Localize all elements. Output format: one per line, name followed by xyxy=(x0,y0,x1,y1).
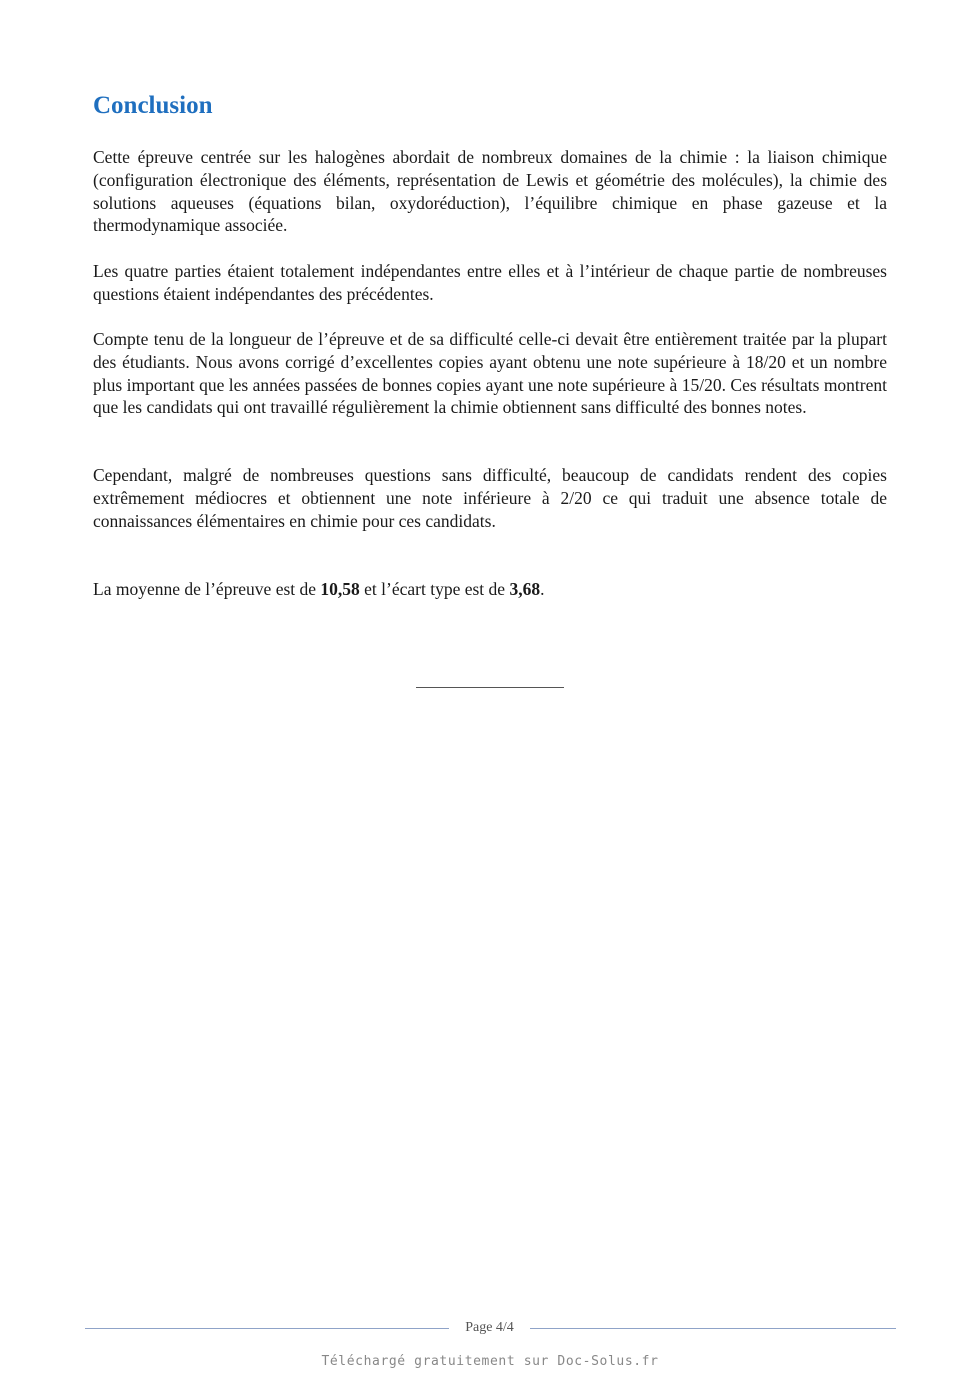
footer-rule-right xyxy=(530,1328,896,1329)
summary-middle: et l’écart type est de xyxy=(359,579,510,599)
footer-rule-left xyxy=(85,1328,449,1329)
paragraph-results: Compte tenu de la longueur de l’épreuve et de sa difficulté celle-ci devait être entièrement traitée par la plupart des étudiants. Nous avons corrigé d’excellentes copies ayant obtenu une note supérieure à 18/20 et un nombre plus important que les années passées de bonnes copies ayant une note supérieure à 15/20. Ces résultats montrent que les candidats qui ont travaillé régulièrement la chimie obtiennent sans difficulté des bonnes notes. xyxy=(93,329,887,418)
paragraph-weak-copies: Cependant, malgré de nombreuses questions sans difficulté, beaucoup de candidats rendent des copies extrêmement médiocres et obtiennent une note inférieure à 2/20 ce qui traduit une absence totale de connaissances élémentaires en chimie pour ces candidats. xyxy=(93,465,887,531)
page-number: Page 4/4 xyxy=(465,1320,514,1335)
summary-suffix: . xyxy=(540,579,545,599)
mean-score: 10,58 xyxy=(320,579,360,599)
standard-deviation: 3,68 xyxy=(509,579,541,599)
end-of-document-rule xyxy=(416,687,564,688)
summary-prefix: La moyenne de l’épreuve est de xyxy=(93,579,321,599)
statistics-summary xyxy=(93,578,887,601)
paragraph-structure: Les quatre parties étaient totalement indépendantes entre elles et à l’intérieur de chaque partie de nombreuses questions étaient indépendantes des précédentes. xyxy=(93,261,887,304)
section-heading: Conclusion xyxy=(93,92,213,119)
download-note: Téléchargé gratuitement sur Doc-Solus.fr xyxy=(321,1354,659,1369)
paragraph-overview: Cette épreuve centrée sur les halogènes abordait de nombreux domaines de la chimie : la liaison chimique (configuration électronique des éléments, représentation de Lewis et géométrie des molécules), la chimie des solutions aqueuses (équations bilan, oxydoréduction), l’équilibre chimique en phase gazeuse et la thermodynamique associée. xyxy=(93,147,887,236)
